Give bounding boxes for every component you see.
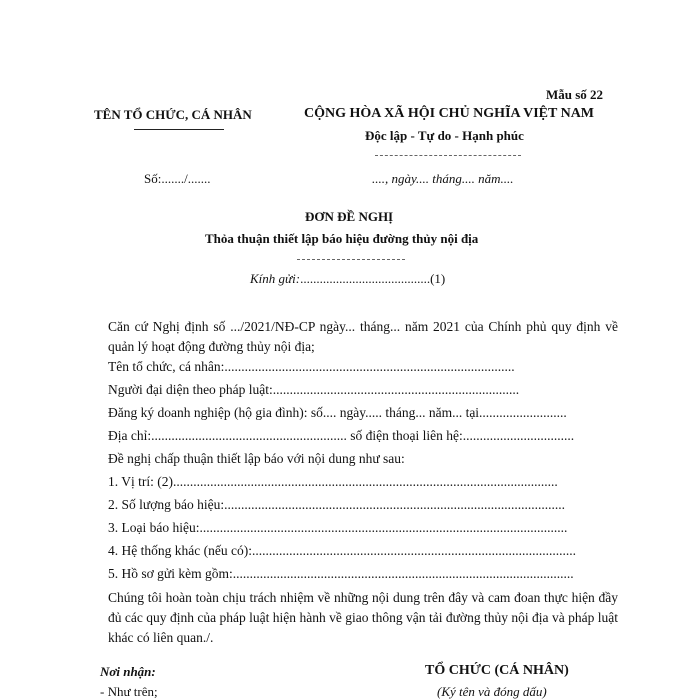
document-number: Số:......./.......: [144, 171, 211, 186]
addressee: [250, 271, 445, 287]
org-underline: [134, 129, 224, 130]
title-underline: [297, 259, 405, 260]
commitment-text: Chúng tôi hoàn toàn chịu trách nhiệm về những nội dung trên đây và cam đoan thực hiện đầy đủ các quy định của pháp luật hiện hành về giao thông vận tải đường thủy nội địa và pháp luật khác có liên quan./.: [108, 590, 618, 645]
item-attached-documents: 5. Hồ sơ gửi kèm gồm:.....................................................................................................: [108, 566, 574, 581]
field-business-registration: Đăng ký doanh nghiệp (hộ gia đình): số.... ngày..... tháng... năm... tại..........................: [108, 405, 567, 420]
republic-title: CỘNG HÒA XÃ HỘI CHỦ NGHĨA VIỆT NAM: [304, 106, 595, 121]
addressee-dots: ........................................(1): [300, 271, 446, 286]
organization-name: TÊN TỔ CHỨC, CÁ NHÂN: [94, 107, 252, 122]
document-title: ĐƠN ĐỀ NGHỊ: [305, 209, 394, 224]
field-address-phone: Địa chỉ:.......................................................... số điện thoại liên hệ:.................................: [108, 428, 575, 443]
national-motto: Độc lập - Tự do - Hạnh phúc: [365, 128, 524, 143]
commitment-paragraph: [108, 588, 618, 648]
recipient-item: - Như trên;: [100, 684, 158, 699]
place-and-date: ...., ngày.... tháng.... năm....: [372, 171, 514, 186]
item-location: 1. Vị trí: (2)..................................................................................................................: [108, 474, 558, 489]
motto-underline: [375, 155, 521, 156]
item-other-systems: 4. Hệ thống khác (nếu có):................................................................................................: [108, 543, 576, 558]
recipients-label: Nơi nhận:: [100, 664, 156, 679]
request-statement: Đề nghị chấp thuận thiết lập báo với nội dung như sau:: [108, 451, 405, 466]
field-legal-representative: Người đại diện theo pháp luật:.........................................................................: [108, 382, 520, 397]
signer-note: (Ký tên và đóng dấu): [437, 684, 547, 699]
document-subtitle: Thỏa thuận thiết lập báo hiệu đường thủy nội địa: [205, 231, 479, 246]
legal-basis-paragraph: [108, 317, 618, 357]
addressee-label: Kính gửi:: [250, 271, 301, 286]
item-signal-type: 3. Loại báo hiệu:.............................................................................................................: [108, 520, 568, 535]
signer-title: TỔ CHỨC (CÁ NHÂN): [425, 663, 569, 678]
form-number: Mẫu số 22: [546, 87, 604, 102]
item-signal-quantity: 2. Số lượng báo hiệu:.....................................................................................................: [108, 497, 565, 512]
field-org-name: Tên tổ chức, cá nhân:......................................................................................: [108, 359, 515, 374]
legal-basis-text: Căn cứ Nghị định số .../2021/NĐ-CP ngày... tháng... năm 2021 của Chính phủ quy định về quản lý hoạt động đường thủy nội địa;: [108, 319, 618, 354]
